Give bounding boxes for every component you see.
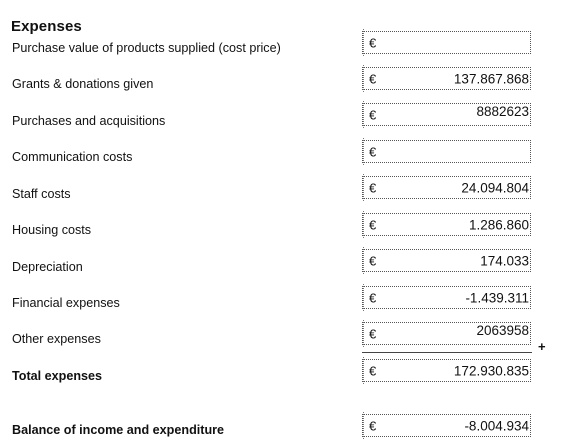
field-separator xyxy=(363,65,364,92)
field-separator xyxy=(363,247,364,274)
row-label-purchases-acquisitions: Purchases and acquisitions xyxy=(12,114,166,128)
currency-symbol: € xyxy=(369,326,377,341)
field-value: 137.867.868 xyxy=(453,71,529,86)
currency-symbol: € xyxy=(369,217,377,232)
row-label-other-expenses: Other expenses xyxy=(12,332,101,346)
input-grants-donations[interactable] xyxy=(362,67,531,90)
field-separator xyxy=(363,211,364,238)
field-separator xyxy=(363,101,364,128)
total-expenses-field[interactable] xyxy=(362,359,531,382)
balance-label: Balance of income and expenditure xyxy=(12,423,225,437)
row-label-financial-expenses: Financial expenses xyxy=(12,296,120,310)
input-housing-costs[interactable] xyxy=(362,213,531,236)
balance-field[interactable] xyxy=(362,414,531,437)
field-separator xyxy=(363,412,364,439)
field-value: 1.286.860 xyxy=(468,217,529,232)
row-label-purchase-value: Purchase value of products supplied (cost price) xyxy=(12,41,281,55)
input-purchases-acquisitions[interactable] xyxy=(362,103,531,126)
field-separator xyxy=(363,174,364,201)
crosshair-cursor-icon: + xyxy=(538,339,546,354)
input-staff-costs[interactable] xyxy=(362,176,531,199)
input-depreciation[interactable] xyxy=(362,249,531,272)
row-label-staff-costs: Staff costs xyxy=(12,187,71,201)
field-separator xyxy=(363,357,364,384)
row-label-depreciation: Depreciation xyxy=(12,260,83,274)
field-value: -1.439.311 xyxy=(465,290,529,305)
currency-symbol: € xyxy=(369,144,377,159)
input-purchase-value[interactable] xyxy=(362,31,531,54)
currency-symbol: € xyxy=(369,35,377,50)
field-value: 8882623 xyxy=(476,104,529,119)
currency-symbol: € xyxy=(369,71,377,86)
section-title: Expenses xyxy=(11,18,82,35)
input-communication-costs[interactable] xyxy=(362,140,531,163)
currency-symbol: € xyxy=(369,290,377,305)
row-label-housing-costs: Housing costs xyxy=(12,223,92,237)
currency-symbol: € xyxy=(369,363,377,378)
row-label-communication-costs: Communication costs xyxy=(12,150,133,164)
field-value: 24.094.804 xyxy=(461,180,529,195)
input-financial-expenses[interactable] xyxy=(362,286,531,309)
field-separator xyxy=(363,138,364,165)
total-divider-line xyxy=(362,352,532,353)
currency-symbol: € xyxy=(369,253,377,268)
field-value: 174.033 xyxy=(480,253,529,268)
field-separator xyxy=(363,320,364,347)
field-value: 172.930.835 xyxy=(453,363,529,378)
currency-symbol: € xyxy=(369,418,377,433)
field-separator xyxy=(363,284,364,311)
total-expenses-label: Total expenses xyxy=(12,369,103,383)
row-label-grants-donations: Grants & donations given xyxy=(12,77,154,91)
field-separator xyxy=(363,29,364,56)
currency-symbol: € xyxy=(369,107,377,122)
field-value: -8.004.934 xyxy=(464,418,529,433)
input-other-expenses[interactable] xyxy=(362,322,531,345)
field-value: 2063958 xyxy=(476,323,529,338)
currency-symbol: € xyxy=(369,180,377,195)
